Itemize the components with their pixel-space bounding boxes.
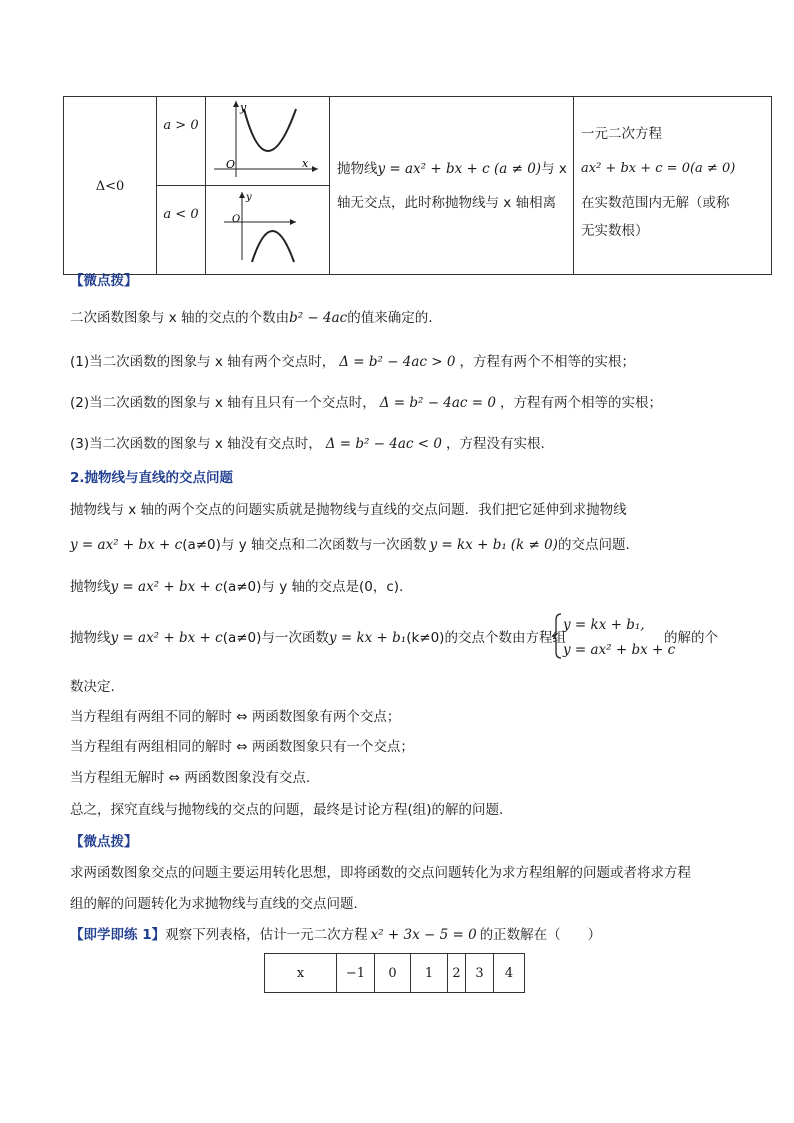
s2-l2-eq2: y = kx + b₁ — [429, 537, 507, 553]
tip1-p1-result: ，方程有两个不相等的实根； — [459, 354, 635, 370]
graph-up-cell — [206, 97, 330, 186]
table-cell: −1 — [337, 954, 375, 993]
exercise-tag: 【即学即练 1】 — [70, 927, 166, 943]
tip1-heading: 【微点拨】 — [70, 273, 138, 289]
table-cell: 3 — [466, 954, 494, 993]
tip2-line2: 组的解的问题转化为求抛物线与直线的交点问题. — [70, 896, 358, 912]
result-text-3: 无实数根） — [581, 223, 649, 239]
tip1-p3-expr: Δ = b² − 4ac < 0 — [325, 436, 442, 452]
exercise-equation: x² + 3x − 5 = 0 — [370, 927, 477, 943]
s2-l3-b: (a≠0)与 y 轴的交点是(0，c). — [222, 579, 404, 595]
result-text-1: 一元二次方程 — [581, 126, 662, 142]
table-cell: x — [265, 954, 337, 993]
table-cell: 2 — [448, 954, 466, 993]
graph-y-label: y — [240, 101, 247, 114]
graph-x-label: x — [302, 157, 309, 170]
graph2-origin-label: O — [232, 214, 241, 225]
a-negative-cell — [157, 186, 206, 275]
s2-l4-c: (k≠0)的交点个数由方程组 — [406, 630, 566, 646]
section2-line5: 数决定. — [70, 679, 115, 695]
s2-l2-b: 的交点问题. — [557, 537, 630, 553]
exercise-text-b: 的正数解在（ ） — [479, 927, 602, 943]
section2-line4 — [70, 628, 566, 648]
s2-l4-d: 的解的个 — [664, 630, 718, 646]
graph2-y-label: y — [246, 192, 252, 203]
tip1-p1-expr: Δ = b² − 4ac > 0 — [339, 354, 456, 370]
delta-comparison-table — [63, 96, 772, 275]
graph-origin-label: O — [226, 158, 236, 171]
section2-heading: 2.抛物线与直线的交点问题 — [70, 470, 234, 486]
section2-line9: 总之，探究直线与抛物线的交点的问题，最终是讨论方程(组)的解的问题. — [70, 802, 504, 818]
s2-l2-eq1: y = ax² + bx + c — [70, 537, 183, 553]
tip1-point-3 — [70, 434, 545, 454]
section2-line3 — [70, 577, 403, 597]
s2-l4-b: (a≠0)与一次函数 — [222, 630, 329, 646]
result-cell — [574, 97, 772, 275]
condition-cell — [64, 97, 157, 275]
description-cell — [330, 97, 574, 275]
s2-l4-a: 抛物线 — [70, 630, 111, 646]
condition-label: Δ<0 — [95, 178, 125, 194]
desc-equation: y = ax² + bx + c (a ≠ 0) — [377, 160, 542, 177]
s2-l4-eq1: y = ax² + bx + c — [110, 630, 223, 646]
tip1-intro-b: 的值来确定的. — [347, 310, 433, 326]
section2-line7: 当方程组有两组相同的解时 ⇔ 两函数图象只有一个交点； — [70, 739, 414, 755]
tip1-p2-text: (2)当二次函数的图象与 x 轴有且只有一个交点时， — [70, 395, 376, 411]
tip1-point-2 — [70, 393, 662, 413]
tip1-intro-a: 二次函数图象与 x 轴的交点的个数由 — [70, 310, 290, 326]
s2-l3-eq: y = ax² + bx + c — [110, 579, 223, 595]
exercise-text-a: 观察下列表格，估计一元二次方程 — [165, 927, 368, 943]
section2-line1: 抛物线与 x 轴的两个交点的问题实质就是抛物线与直线的交点问题．我们把它延伸到求抛物线 — [70, 502, 627, 518]
desc-text-1: 抛物线 — [337, 160, 378, 177]
result-text-2: 在实数范围内无解（或称 — [581, 195, 730, 211]
exercise-question — [70, 925, 601, 945]
tip2-line1: 求两函数图象交点的问题主要运用转化思想，即将函数的交点问题转化为求方程组解的问题或者将求方程 — [70, 865, 691, 881]
table-cell: 4 — [494, 954, 525, 993]
s2-l2-cond: (k ≠ 0) — [510, 537, 558, 553]
upward-parabola-graph — [206, 97, 329, 181]
section2-line8: 当方程组无解时 ⇔ 两函数图象没有交点. — [70, 770, 311, 786]
a-negative-label: a < 0 — [163, 207, 199, 222]
graph-down-cell — [206, 186, 330, 275]
desc-text-3: 轴无交点，此时称抛物线与 x 轴相离 — [337, 194, 557, 211]
tip1-p2-result: ，方程有两个相等的实根； — [499, 395, 662, 411]
section2-line6: 当方程组有两组不同的解时 ⇔ 两函数图象有两个交点； — [70, 709, 401, 725]
a-positive-cell — [157, 97, 206, 186]
table-cell: 0 — [375, 954, 411, 993]
tip1-p3-result: ，方程没有实根. — [445, 436, 545, 452]
system-eq-1: y = kx + b₁, — [563, 617, 645, 633]
equation-system-brace — [551, 612, 563, 660]
tip1-p1-text: (1)当二次函数的图象与 x 轴有两个交点时， — [70, 354, 336, 370]
tip2-heading: 【微点拨】 — [70, 834, 138, 850]
desc-text-2: 与 x — [541, 160, 567, 177]
tip1-point-1 — [70, 352, 635, 372]
tip1-p3-text: (3)当二次函数的图象与 x 轴没有交点时， — [70, 436, 322, 452]
s2-l4-eq2: y = kx + b₁ — [328, 630, 407, 646]
tip1-intro — [70, 308, 433, 328]
system-eq-2: y = ax² + bx + c — [563, 642, 676, 658]
table-row — [265, 954, 525, 993]
s2-l2-a: (a≠0)与 y 轴交点和二次函数与一次函数 — [182, 537, 427, 553]
section2-line2 — [70, 535, 630, 555]
s2-l3-a: 抛物线 — [70, 579, 111, 595]
tip1-intro-expr: b² − 4ac — [289, 310, 348, 326]
a-positive-label: a > 0 — [163, 118, 199, 133]
tip1-p2-expr: Δ = b² − 4ac = 0 — [379, 395, 496, 411]
observation-table — [264, 953, 525, 993]
downward-parabola-graph — [206, 186, 329, 270]
result-equation: ax² + bx + c = 0(a ≠ 0) — [581, 161, 736, 176]
table-cell: 1 — [411, 954, 448, 993]
